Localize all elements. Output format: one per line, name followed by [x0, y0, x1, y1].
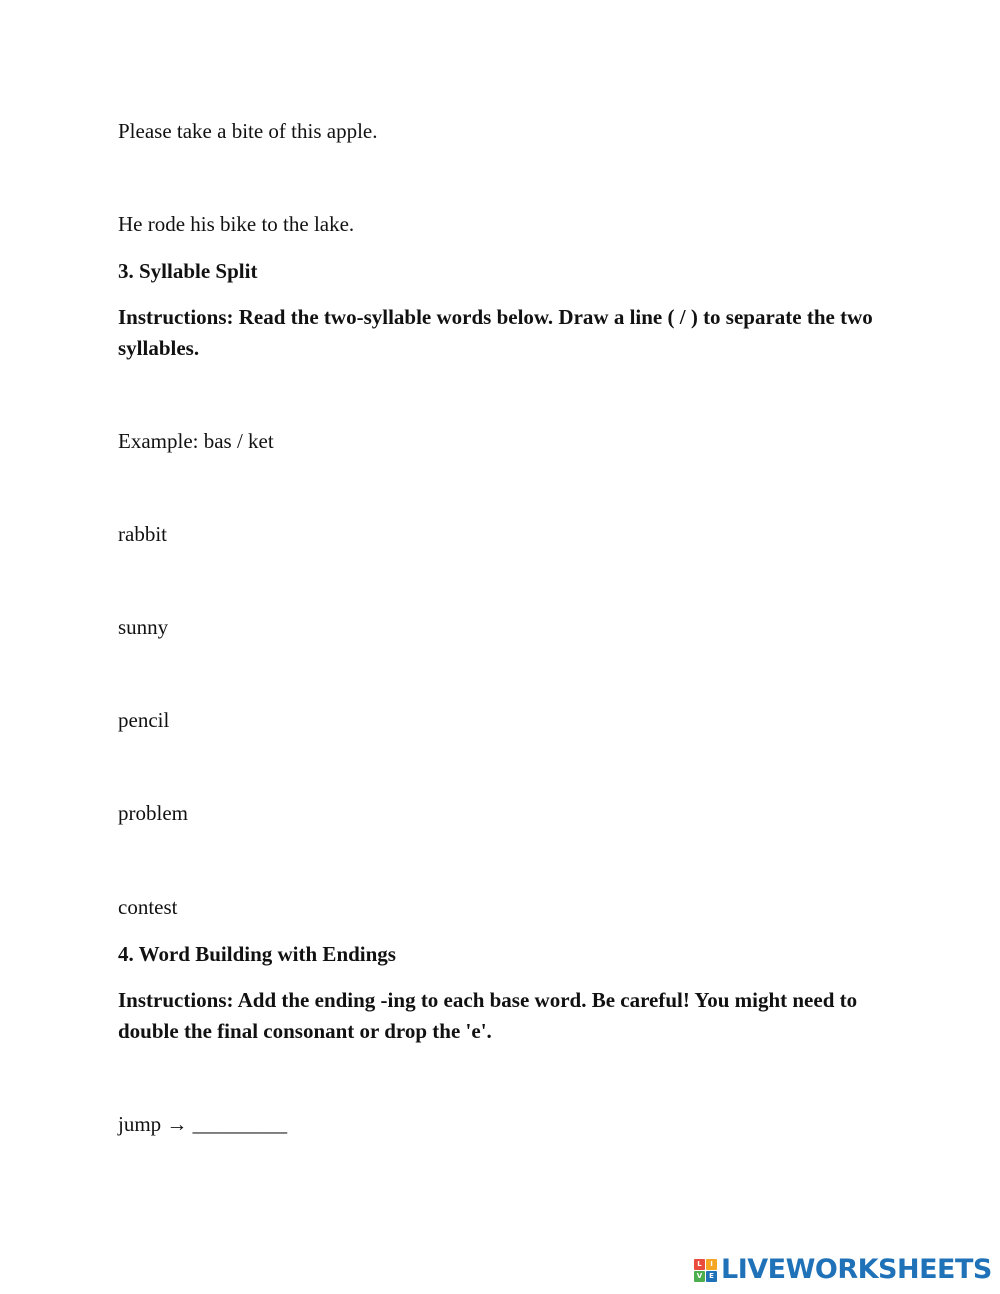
- syllable-word-pencil: pencil: [118, 708, 170, 732]
- logo-tile-i: I: [706, 1259, 717, 1270]
- syllable-word-rabbit: rabbit: [118, 522, 167, 546]
- syllable-example: Example: bas / ket: [118, 429, 274, 453]
- logo-tile-l: L: [694, 1259, 705, 1270]
- section-4-heading: 4. Word Building with Endings: [118, 942, 396, 966]
- section-3-instructions: Instructions: Read the two-syllable words below. Draw a line ( / ) to separate the two syllables.: [118, 305, 873, 360]
- sentence-bike: He rode his bike to the lake.: [118, 212, 355, 236]
- logo-tile-v: V: [694, 1271, 705, 1282]
- section-3-heading: 3. Syllable Split: [118, 259, 258, 283]
- section-4-instructions: Instructions: Add the ending -ing to each base word. Be careful! You might need to double the final consonant or drop the 'e'.: [118, 988, 858, 1043]
- logo-text: LIVEWORKSHEETS: [721, 1254, 992, 1285]
- syllable-word-sunny: sunny: [118, 615, 169, 639]
- logo-tile-e: E: [706, 1271, 717, 1282]
- liveworksheets-logo: [694, 1255, 992, 1285]
- logo-tiles: [694, 1259, 717, 1282]
- sentence-apple: Please take a bite of this apple.: [118, 119, 378, 143]
- syllable-word-contest: contest: [118, 895, 178, 919]
- syllable-word-problem: problem: [118, 801, 188, 825]
- word-building-item-jump: jump → _________: [118, 1112, 288, 1136]
